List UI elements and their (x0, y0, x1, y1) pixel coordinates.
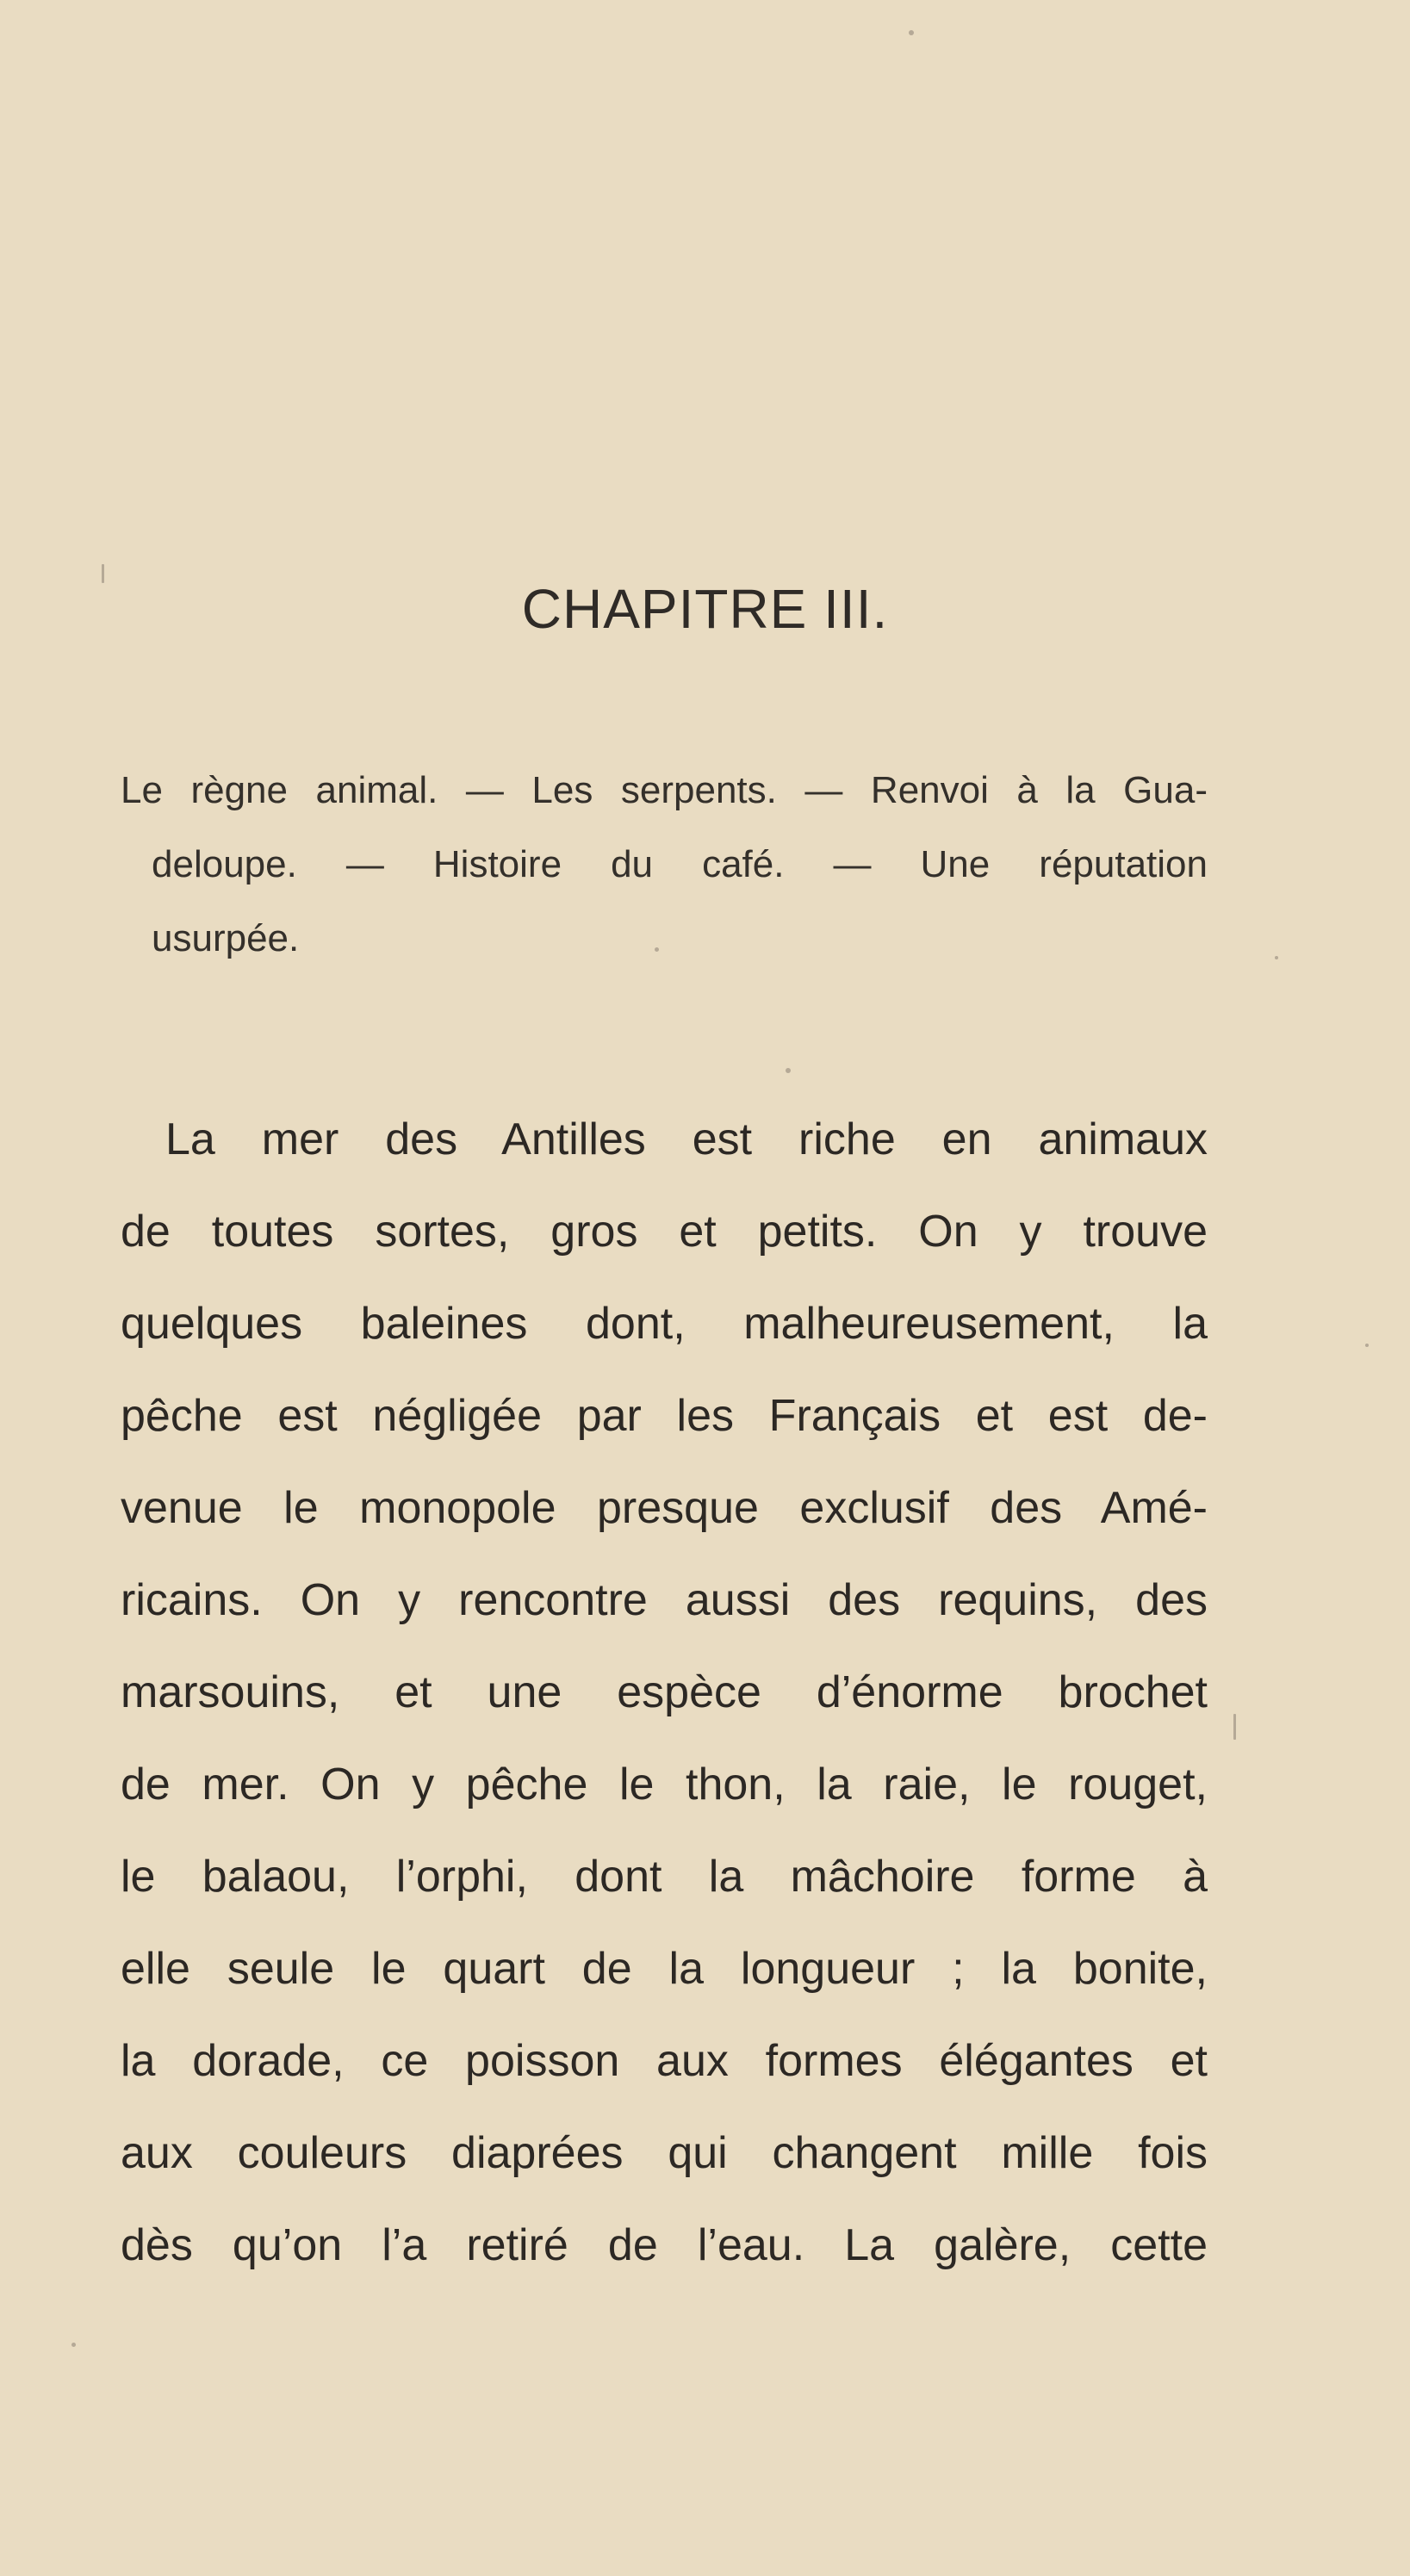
body-line: de mer. On y pêche le thon, la raie, le rouget, (121, 1760, 1208, 1809)
summary-line: deloupe. — Histoire du café. — Une réputation (152, 843, 1208, 885)
summary-line: usurpée. (152, 917, 300, 959)
body-line: la dorade, ce poisson aux formes élégantes et (121, 2036, 1208, 2086)
paper-speck (786, 1068, 791, 1073)
body-line: aux couleurs diaprées qui changent mille fois (121, 2128, 1208, 2178)
paper-speck (655, 947, 659, 952)
paper-speck (1275, 956, 1278, 959)
chapter-summary (121, 754, 1208, 976)
body-line: ricains. On y rencontre aussi des requins, des (121, 1575, 1208, 1625)
paper-speck (71, 2343, 76, 2347)
body-paragraph (121, 1094, 1208, 2292)
paper-speck (1233, 1714, 1236, 1740)
paper-speck (1365, 1344, 1369, 1347)
body-line: le balaou, l’orphi, dont la mâchoire forme à (121, 1852, 1208, 1902)
body-line: marsouins, et une espèce d’énorme brochet (121, 1667, 1208, 1717)
paper-speck (102, 564, 104, 583)
body-line: venue le monopole presque exclusif des Amé- (121, 1483, 1208, 1533)
body-line: La mer des Antilles est riche en animaux (165, 1114, 1208, 1164)
body-line: dès qu’on l’a retiré de l’eau. La galère, cette (121, 2220, 1208, 2270)
paper-speck (909, 30, 914, 35)
body-line: elle seule le quart de la longueur ; la bonite, (121, 1944, 1208, 1994)
body-line: quelques baleines dont, malheureusement, la (121, 1299, 1208, 1349)
body-line: pêche est négligée par les Français et est de- (121, 1391, 1208, 1441)
body-line: de toutes sortes, gros et petits. On y trouve (121, 1207, 1208, 1257)
summary-line: Le règne animal. — Les serpents. — Renvoi à la Gua- (121, 769, 1208, 811)
chapter-title: CHAPITRE III. (521, 578, 889, 640)
